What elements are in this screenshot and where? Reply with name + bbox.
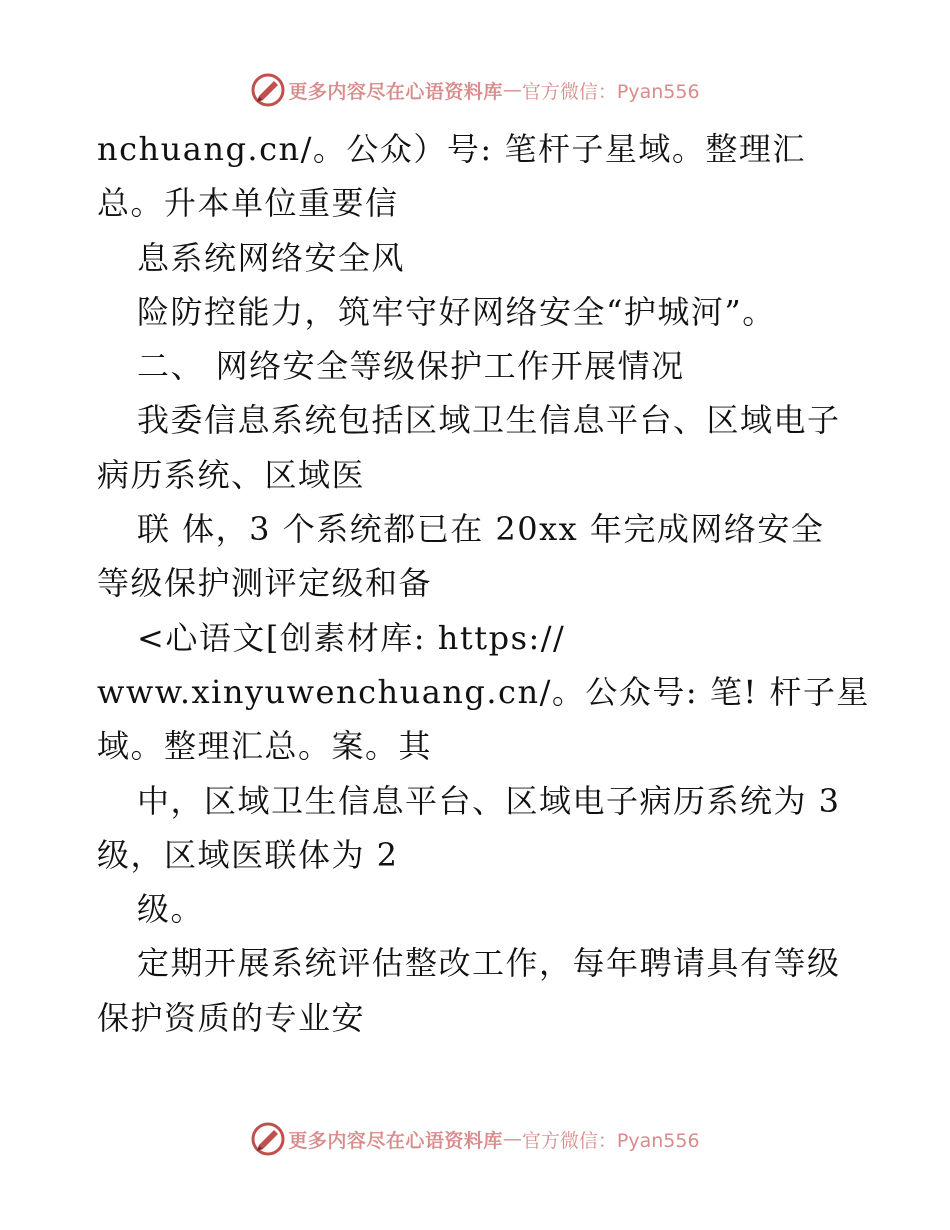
body-line: 险防控能力，筑牢守好网络安全“护城河”。 bbox=[137, 292, 776, 331]
body-line: 等级保护测评定级和备 bbox=[97, 564, 433, 603]
document-body bbox=[97, 122, 897, 1045]
header-banner-text: 更多内容尽在心语资料库 bbox=[288, 80, 503, 103]
body-line: 保护资质的专业安 bbox=[97, 998, 366, 1037]
body-line: 级，区域医联体为 2 bbox=[97, 835, 399, 874]
body-line: nchuang.cn/。公众）号: 笔杆子星域。整理汇 bbox=[97, 130, 806, 168]
footer-banner bbox=[0, 1121, 950, 1157]
body-line: 级。 bbox=[137, 890, 205, 929]
footer-banner-text: 更多内容尽在心语资料库 bbox=[288, 1129, 503, 1152]
section-heading: 二、 网络安全等级保护工作开展情况 bbox=[137, 347, 685, 386]
header-banner bbox=[0, 72, 950, 108]
body-line: 总。升本单位重要信 bbox=[97, 184, 399, 223]
header-wechat-id: 官方微信：Pyan556 bbox=[521, 80, 700, 103]
body-line: 中，区域卫生信息平台、区域电子病历系统为 3 bbox=[137, 781, 841, 820]
header-banner-dash: — bbox=[502, 79, 522, 101]
footer-wechat-id: 官方微信：Pyan556 bbox=[521, 1129, 700, 1152]
body-line: 病历系统、区域医 bbox=[97, 455, 366, 494]
body-line: www.xinyuwenchuang.cn/。公众号: 笔! 杆子星 bbox=[97, 672, 870, 711]
logo-icon bbox=[250, 72, 286, 108]
body-line: <心语文[创素材库: https:// bbox=[137, 618, 566, 657]
logo-icon bbox=[250, 1121, 286, 1157]
body-line: 联 体，3 个系统都已在 20xx 年完成网络安全 bbox=[137, 510, 825, 549]
body-line: 定期开展系统评估整改工作，每年聘请具有等级 bbox=[137, 944, 841, 983]
body-line: 息系统网络安全风 bbox=[137, 238, 406, 277]
body-line: 我委信息系统包括区域卫生信息平台、区域电子 bbox=[137, 401, 841, 440]
footer-banner-dash: — bbox=[502, 1128, 522, 1150]
body-line: 域。整理汇总。案。其 bbox=[97, 727, 433, 766]
